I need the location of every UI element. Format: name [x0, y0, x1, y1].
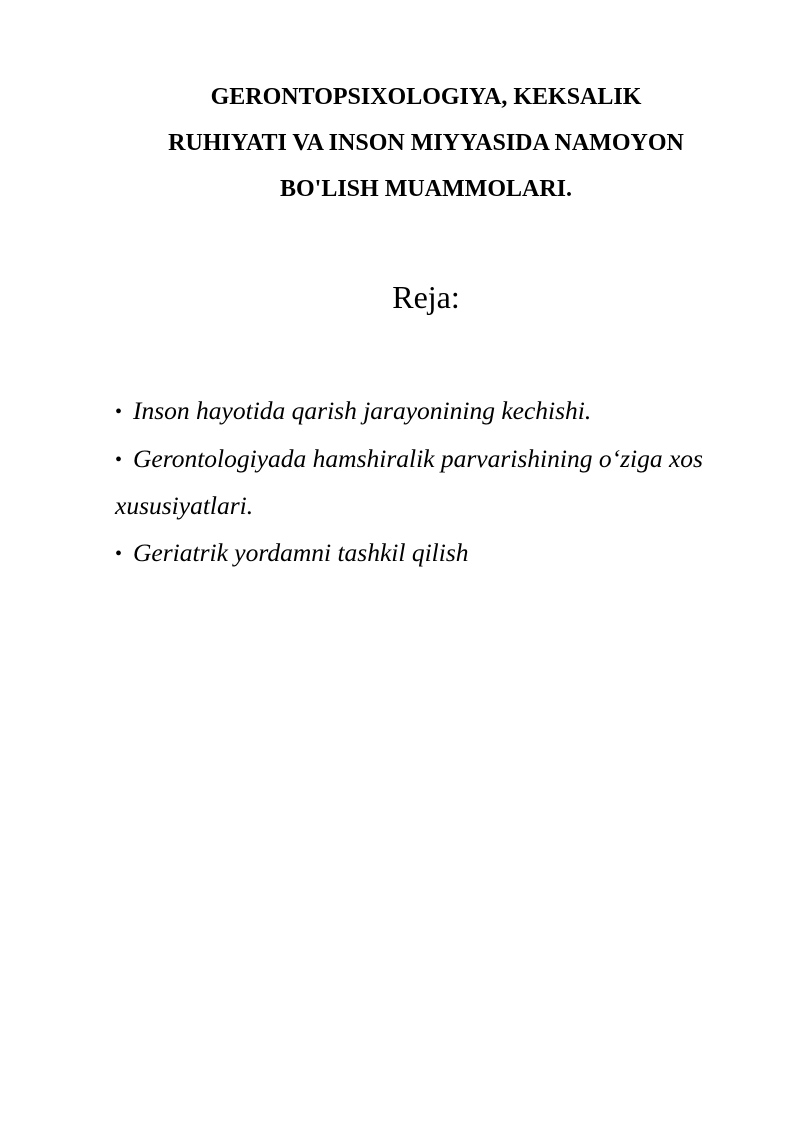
- title-line-3: BO'LISH MUAMMOLARI.: [279, 176, 572, 202]
- plan-item-2: [115, 436, 755, 530]
- plan-item-text: Geriatrik yordamni tashkil qilish: [133, 537, 469, 567]
- title-line-2: RUHIYATI VA INSON MIYYASIDA NAMOYON: [168, 130, 684, 156]
- plan-item-text: Gerontologiyada hamshiralik parvarishining o‘ziga xos xususiyatlari.: [115, 443, 703, 520]
- plan-heading: Reja:: [392, 279, 460, 315]
- bullet-icon: •: [115, 448, 123, 471]
- document-title: [100, 74, 752, 212]
- plan-item-text: Inson hayotida qarish jarayonining kechishi.: [133, 396, 592, 425]
- plan-item-3: [115, 530, 755, 578]
- plan-item-1: [115, 388, 755, 436]
- title-line-1: GERONTOPSIXOLOGIYA, KEKSALIK: [210, 84, 642, 110]
- bullet-icon: •: [115, 401, 123, 423]
- plan-list: [115, 388, 755, 577]
- bullet-icon: •: [115, 542, 123, 565]
